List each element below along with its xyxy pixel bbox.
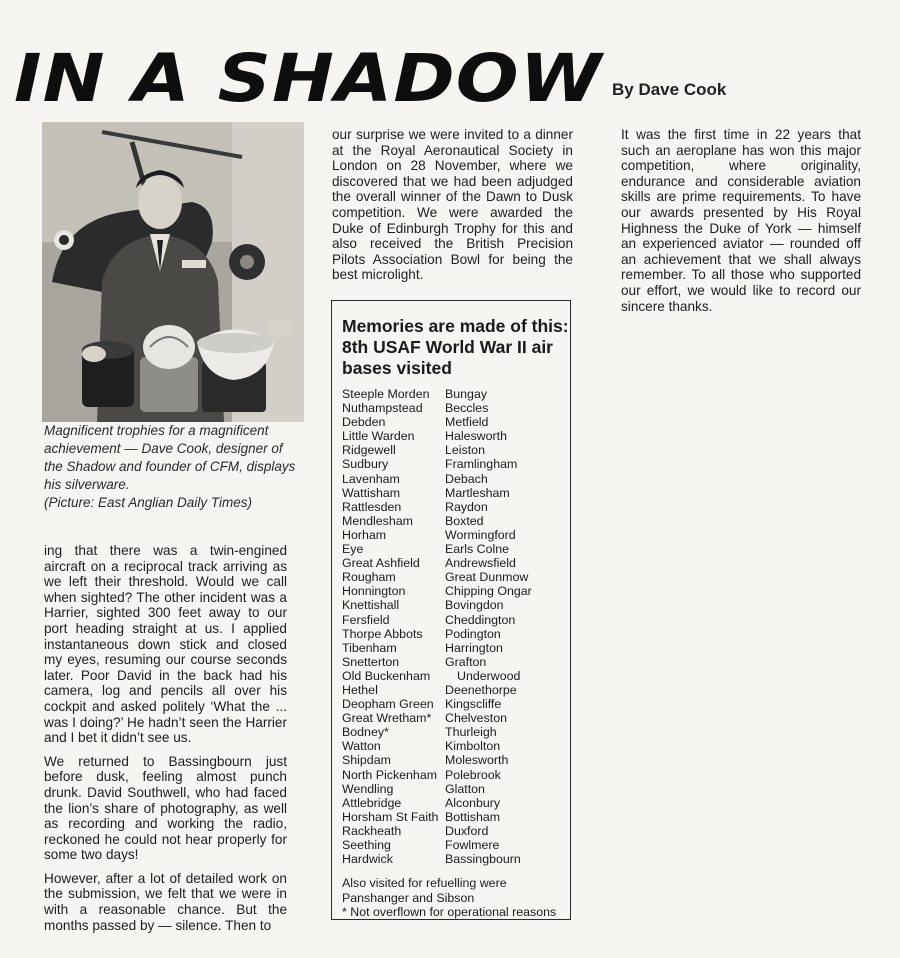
article-column-1 — [44, 543, 287, 941]
air-base-item: Alconbury — [445, 795, 501, 810]
air-base-item: Old Buckenham — [342, 668, 431, 683]
air-base-item: Polebrook — [445, 767, 501, 782]
air-base-item: Metfield — [445, 415, 489, 430]
air-base-item: Attlebridge — [342, 795, 402, 810]
air-base-item: Deopham Green — [342, 697, 434, 712]
air-base-item: Leiston — [445, 443, 485, 458]
air-bases-box — [331, 300, 571, 920]
air-base-item: Wormingford — [445, 527, 516, 542]
bases-right-column — [445, 387, 532, 866]
air-base-item: Wendling — [342, 781, 394, 796]
air-base-item: Thorpe Abbots — [342, 626, 423, 641]
article-column-3 — [621, 127, 861, 322]
air-base-item: Bungay — [445, 387, 488, 401]
bases-list — [342, 387, 570, 866]
air-base-item: Thurleigh — [445, 725, 497, 740]
air-base-item: Martlesham — [445, 485, 510, 500]
air-base-item: Chelveston — [445, 711, 507, 726]
air-base-item: Little Warden — [342, 429, 415, 444]
air-base-item: Rougham — [342, 570, 396, 585]
air-base-item: Deenethorpe — [445, 682, 517, 697]
article-column-2 — [332, 127, 573, 291]
air-base-item: Podington — [445, 626, 501, 641]
air-base-item: Tibenham — [342, 640, 397, 655]
air-base-item: Nuthampstead — [342, 401, 423, 416]
air-base-item: Cheddington — [445, 612, 516, 627]
air-base-item: Kingscliffe — [445, 697, 502, 712]
air-base-item: Harrington — [445, 640, 503, 655]
air-base-item: Lavenham — [342, 471, 400, 486]
air-base-item: Knettishall — [342, 598, 400, 613]
air-base-item: Grafton — [445, 654, 487, 669]
caption-text: Magnificent trophies for a magnificent achievement — Dave Cook, designer of the Shadow and founder of CFM, displays his silverware. — [44, 423, 296, 492]
air-base-item: Sudbury — [342, 457, 389, 472]
air-base-item: Rackheath — [342, 823, 402, 838]
air-base-item: Chipping Ongar — [445, 584, 532, 599]
photo-caption — [44, 422, 299, 512]
refuelling-note: Also visited for refuelling were Panshanger and Sibson — [342, 876, 507, 905]
air-base-item: Hardwick — [342, 852, 393, 867]
air-base-item: Molesworth — [445, 753, 509, 768]
trophy-photo — [42, 122, 304, 422]
air-base-item: Great Wretham* — [342, 711, 432, 726]
air-base-item: Underwood — [457, 668, 521, 683]
air-base-item: Shipdam — [342, 753, 391, 768]
air-base-item: Framlingham — [445, 457, 518, 472]
air-base-item: Debach — [445, 471, 488, 486]
box-title: Memories are made of this: 8th USAF World War II air bases visited — [342, 316, 569, 378]
air-base-item: Hethel — [342, 682, 378, 697]
air-base-item: Beccles — [445, 401, 489, 416]
column1-paragraph: However, after a lot of detailed work on the submission, we felt that we were in with a reasonable chance. But the months passed by — silence. Then to — [44, 870, 287, 933]
bases-left-column — [342, 387, 445, 866]
air-base-item: Honnington — [342, 584, 406, 599]
air-base-item: Duxford — [445, 823, 489, 838]
air-base-item: Snetterton — [342, 654, 400, 669]
footnote: * Not overflown for operational reasons — [342, 905, 557, 920]
air-base-item: Seething — [342, 838, 391, 852]
air-base-item: Horham — [342, 527, 387, 542]
air-base-item: Earls Colne — [445, 542, 510, 557]
air-base-item: Debden — [342, 415, 386, 430]
air-base-item: Glatton — [445, 781, 485, 796]
air-base-item: Kimbolton — [445, 739, 501, 754]
air-base-item: Wattisham — [342, 485, 401, 500]
air-base-item: Watton — [342, 739, 381, 754]
air-base-item: Great Ashfield — [342, 556, 420, 571]
column1-paragraph: We returned to Bassingbourn just before dusk, feeling almost punch drunk. David Southwell, who had faced the lion’s share of photography, as well as recording and working the radio, reckoned he could not hear properly for some two days! — [44, 753, 287, 863]
air-base-item: Bodney* — [342, 725, 389, 740]
column1-paragraph: ing that there was a twin-engined aircraft on a reciprocal track arriving as we left their threshold. Would we call when sighted? The other incident was a Harrier, sighted 300 feet away to our port heading straight at us. I applied instantaneous down stick and closed my eyes, resuming our course seconds later. Poor David in the back had his camera, log and pencils all over his cockpit and asked politely ‘What the ... was I doing?’ He hadn’t seen the Harrier and I bet it didn’t see us. — [44, 543, 287, 746]
column3-paragraph: It was the first time in 22 years that such an aeroplane has won this major competition, where originality, endurance and considerable aviation skills are prime requirements. To have our awards presented by His Royal Highness the Duke of York — himself an experienced aviator — rounded off an achievement that we shall always remember. To all those who supported our effort, we would like to record our sincere thanks. — [621, 127, 861, 314]
air-base-item: Andrewsfield — [445, 556, 516, 571]
caption-credit: (Picture: East Anglian Daily Times) — [44, 495, 252, 510]
air-base-item: Horsham St Faith — [342, 809, 439, 824]
air-base-item: Rattlesden — [342, 499, 402, 514]
air-base-item: Bovingdon — [445, 598, 504, 613]
air-base-item: Bottisham — [445, 809, 501, 824]
air-base-item: Eye — [342, 542, 364, 557]
air-base-item: Steeple Morden — [342, 387, 430, 401]
column2-paragraph: our surprise we were invited to a dinner at the Royal Aeronautical Society in London on 28 November, where we discovered that we had been adjudged the overall winner of the Dawn to Dusk competition. We were awarded the Duke of Edinburgh Trophy for this and also received the British Precision Pilots Association Bowl for being the best microlight. — [332, 127, 573, 283]
air-base-item: Ridgewell — [342, 443, 396, 458]
air-base-item: Halesworth — [445, 429, 507, 444]
air-base-item: Mendlesham — [342, 513, 413, 528]
air-base-item: Fersfield — [342, 612, 390, 627]
air-base-item: Fowlmere — [445, 838, 500, 852]
air-base-item: Raydon — [445, 499, 488, 514]
byline: By Dave Cook — [612, 80, 727, 99]
air-base-item: Boxted — [445, 513, 484, 528]
air-base-item: Great Dunmow — [445, 570, 529, 585]
headline: IN A SHADOW — [14, 40, 603, 117]
air-base-item: North Pickenham — [342, 767, 438, 782]
air-base-item: Bassingbourn — [445, 852, 521, 867]
